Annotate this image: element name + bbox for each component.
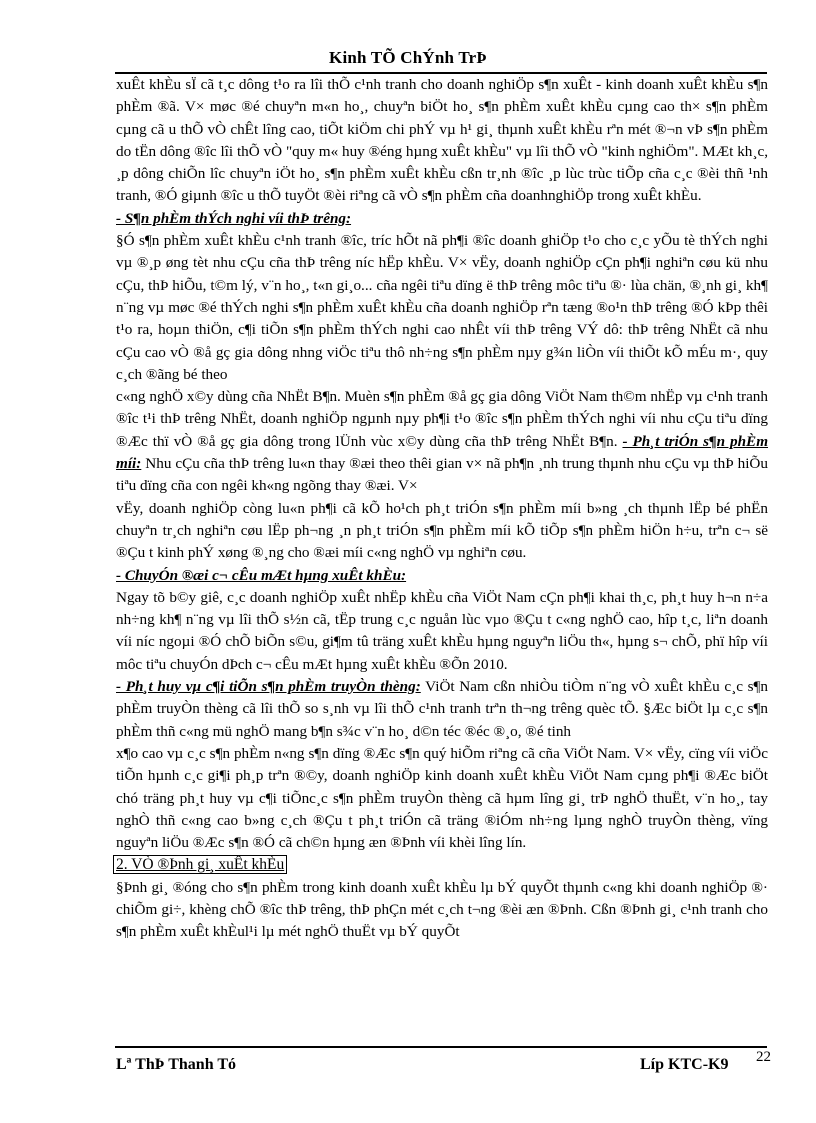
page-header-title: Kinh TÕ ChÝnh TrÞ (329, 48, 487, 67)
footer-class: Líp KTC-K9 (640, 1056, 729, 1073)
subheading-structure-shift: - ChuyÓn ®æi c¬ cÊu mÆt hµng xuÊt khÈu: (116, 566, 407, 584)
paragraph: §Þnh gi¸ ®óng cho s¶n phÈm trong kinh doanh xuÊt khÈu lµ bÝ quyÕt thµnh c«ng khi doanh nghiÖp ®· chiÕm gi÷, khèng chÕ ®îc thÞ trêng, thÞ phÇn mét c¸ch t¬ng ®èi æn ®Þnh. Cßn ®Þnh gi¸ c¹nh tranh cho s¶n phÈm xuÊt khÈul¹i lµ mét nghÖ thuËt vµ bÝ quyÕt (116, 878, 768, 941)
paragraph-text: ViÖt Nam cßn nhiÒu tiÒm n¨ng vÒ xuÊt khÈu c¸c s¶n phÈm truyÒn thèng cã lîi thÕ so s¸nh vµ lîi thÕ c¹nh tranh trªn th¬ng trêng quèc tÕ. §Æc biÖt lµ c¸c s¶n phÈm thñ c«ng mü nghÖ mang b¶n s¾c v¨n ho¸ d©n téc ®éc ®¸o, ®é tinh (116, 678, 769, 740)
paragraph: vËy, doanh nghiÖp còng lu«n ph¶i cã kÕ ho¹ch ph¸t triÓn s¶n phÈm míi b»ng ¸ch thµnh lËp bé phËn chuyªn tr¸ch nghiªn cøu lËp ph¬ng ¸n ph¸t triÓn s¶n phÈm míi kÕ tiÕp s¶n phÈm hiÖn h÷u, trªn c¬ së ®Çu t kinh phÝ xøng ®¸ng cho ®æi míi c«ng nghÖ vµ nghiªn cøu. (116, 499, 768, 562)
paragraph (116, 386, 768, 497)
section-title-pricing: 2. VÒ ®Þnh gi¸ xuÊt khÈu (113, 855, 287, 874)
paragraph: xuÊt khÈu sÏ cã t¸c dông t¹o ra lîi thÕ c¹nh tranh cho doanh nghiÖp s¶n xuÊt - kinh doanh xuÊt khÈu s¶n phÈm ®ã. V× møc ®é chuyªn m«n ho¸, chuyªn biÖt ho¸ s¶n phÈm xuÊt khÈu cµng cao th× s¶n phÈm cµng cã u thÕ vÒ chÊt lîng cao, tiÕt kiÖm chi phÝ vµ h¹ gi¸ thµnh xuÊt khÈu rªn mét ®¬n vÞ s¶n phÈm do tËn dông ®îc lîi thÕ vÒ "quy m« huy ®éng hµng xuÊt khÈu" vµ lîi thÕ vÒ "kinh nghiÖm". MÆt kh¸c, ¸p dông chiÕn lîc chuyªn iÖt ho¸ s¶n phÈm xuÊt khÈu cßn tr¸nh ®îc ¸p lùc trùc tiÕp cña c¸c ®èi thñ ¹nh tranh, ®Ó giµnh ®îc u thÕ tuyÖt ®èi riªng cã vÒ s¶n phÈm cña doanhnghiÖp trong xuÊt khÈu. (116, 76, 768, 205)
paragraph: §Ó s¶n phÈm xuÊt khÈu c¹nh tranh ®îc, tríc hÕt nã ph¶i ®îc doanh ghiÖp t¹o cho c¸c yÕu tè thÝch nghi vµ ®¸p øng tèt nhu cÇu cña thÞ trêng níc hËp khÈu. V× vËy, doanh nghiÖp cÇn ph¶i nghiªn cøu kü nhu cÇu, thÞ hiÕu, t©m lý, v¨n ho¸, t«n gi¸o... cña ngêi tiªu dïng ë thÞ trêng môc tiªu ®· lùa chän, ®¸nh gi¸ kh¶ n¨ng vµ møc ®é thÝch nghi s¶n phÈm xuÊt khÈu cña doanh nghiÖp rªn tæng ®o¹n thÞ trêng ®Ó kÞp thêi t¹o ra, hoµn thiÖn, c¶i tiÕn s¶n phÈm thÝch nghi cao nhÊt víi thÞ trêng VÝ dô: thÞ trêng NhËt cã nhu cÇu cao vÒ ®å gç gia dông nhng viÖc tiªu thô nh÷ng s¶n phÈm nµy g¾n liÒn víi thiÕt kÕ mÉu m·, quy c¸ch ®ãng bé theo (116, 232, 768, 383)
footer-rule (115, 1046, 767, 1048)
paragraph: x¶o cao vµ c¸c s¶n phÈm n«ng s¶n dïng ®Æc s¶n quý hiÕm riªng cã cña ViÖt Nam. V× vËy, cïng víi viÖc tiÕn hµnh c¸c gi¶i ph¸p trªn ®©y, doanh nghiÖp kinh doanh xuÊt khÈu ViÖt Nam cµng ph¶i ®Æc biÖt chó träng ph¸t huy vµ c¶i tiÕnc¸c s¶n phÈm truyÒn thèng cã hµm lîng gi¸ trÞ nghÖ thuËt, v¨n ho¸, tay nghÒ thñ c«ng cao b»ng c¸ch ®Çu t ph¸t triÓn cã träng ®iÓm nh÷ng lµng nghÒ truyÒn thèng, vïng nguyªn liÖu ®Æc s¶n ®Ó cã ch©n hµng æn ®Þnh víi khèi lîng lín. (116, 744, 768, 852)
document-body (116, 74, 768, 944)
subheading-adaptive-products: - S¶n phÈm thÝch nghi víi thÞ trêng: (116, 209, 352, 227)
footer-author: Lª ThÞ Thanh Tó (116, 1056, 236, 1073)
page-number: 22 (756, 1049, 771, 1065)
paragraph-text: c«ng nghÖ x©y dùng cña NhËt B¶n. Muèn s¶n phÈm ®å gç gia dông ViÖt Nam th©m nhËp vµ c¹nh tranh ®îc t¹i thÞ trêng NhËt, doanh nghiÖp ngµnh nµy ph¶i t¹o ®îc s¶n phÈm thÝch nghi víi nhu cÇu tiªu dïng ®Æc thï vÒ ®å gç gia dông trong lÜnh vùc x©y dùng cña thÞ trêng NhËt B¶n. (116, 388, 768, 450)
inline-heading-new-products: - Ph¸t triÓn s¶n phÈm míi: (116, 432, 769, 473)
paragraph: Ngay tõ b©y giê, c¸c doanh nghiÖp xuÊt nhËp khÈu cña ViÖt Nam cÇn ph¶i khai th¸c, ph¸t huy h¬n n÷a nh÷ng kh¶ n¨ng vµ lîi thÕ s½n cã, tËp trung c¸c nguån lùc vµo ®Çu t c«ng nghÖ cao, hîp t¸c, liªn doanh víi níc ngoµi ®Ó chÕ biÕn s©u, gi¶m tû träng xuÊt khÈu hµng nguyªn liÖu th«, hµng s¬ chÕ, phï hîp víi môc tiªu chuyÓn dÞch c¬ cÊu mÆt hµng xuÊt khÈu ®Õn 2010. (116, 588, 768, 673)
paragraph-text: Nhu cÇu cña thÞ trêng lu«n thay ®æi theo thêi gian v× nã ph¶n ¸nh trung thµnh nhu cÇu vµ thÞ hiÕu tiªu dïng cña con ngêi kh«ng ngõng thay ®æi. V× (116, 455, 768, 495)
inline-heading-traditional-products: - Ph¸t huy vµ c¶i tiÕn s¶n phÈm truyÒn thèng: (116, 678, 421, 696)
paragraph (116, 676, 768, 743)
